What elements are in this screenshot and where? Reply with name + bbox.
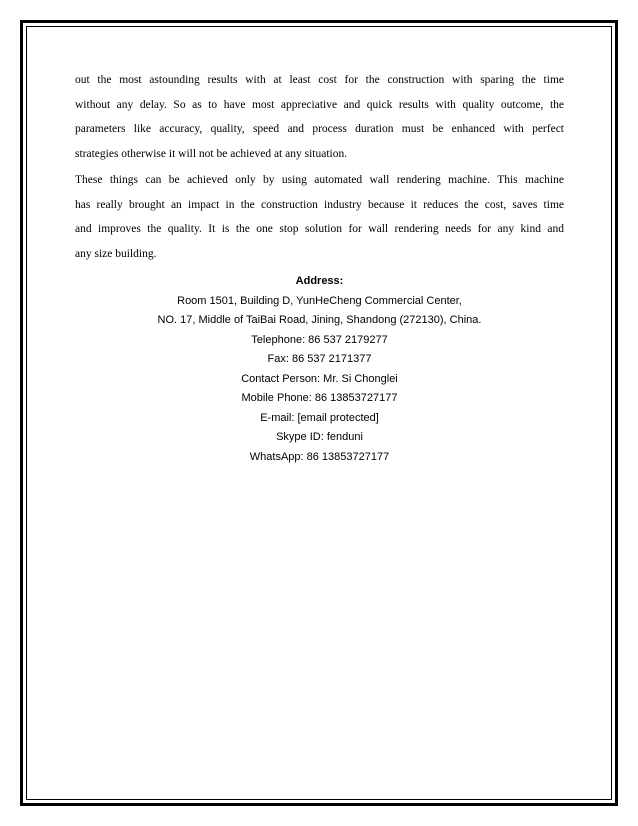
fax: Fax: 86 537 2171377 (267, 353, 372, 365)
paragraph-line: out the most astounding results with at least cost for the construction with sparing the time (75, 74, 564, 86)
paragraph-line: any size building. (75, 247, 157, 260)
skype-id: Skype ID: fenduni (276, 431, 363, 443)
paragraph-line: has really brought an impact in the construction industry because it reduces the cost, saves time (75, 198, 564, 211)
address-line-1: Room 1501, Building D, YunHeCheng Commercial Center, (177, 294, 462, 307)
paragraph-line: parameters like accuracy, quality, speed and process duration must be enhanced with perfect (75, 123, 564, 135)
contact-person: Contact Person: Mr. Si Chonglei (241, 372, 398, 385)
paragraph-2 (75, 168, 564, 266)
paragraph-1 (75, 68, 564, 166)
whatsapp: WhatsApp: 86 13853727177 (249, 450, 390, 463)
email: E-mail: [email protected] (260, 411, 379, 424)
telephone: Telephone: 86 537 2179277 (251, 333, 388, 346)
paragraph-line: and improves the quality. It is the one stop solution for wall rendering needs for any kind and (75, 223, 564, 235)
document-body (75, 68, 564, 467)
address-block (75, 272, 564, 467)
mobile-phone: Mobile Phone: 86 13853727177 (241, 392, 398, 404)
address-line-2: NO. 17, Middle of TaiBai Road, Jining, Shandong (272130), China. (157, 314, 482, 326)
paragraph-line: These things can be achieved only by using automated wall rendering machine. This machine (75, 174, 564, 186)
address-heading: Address: (295, 275, 344, 287)
paragraph-line: strategies otherwise it will not be achieved at any situation. (75, 147, 348, 160)
paragraph-line: without any delay. So as to have most appreciative and quick results with quality outcome, the (75, 98, 564, 111)
